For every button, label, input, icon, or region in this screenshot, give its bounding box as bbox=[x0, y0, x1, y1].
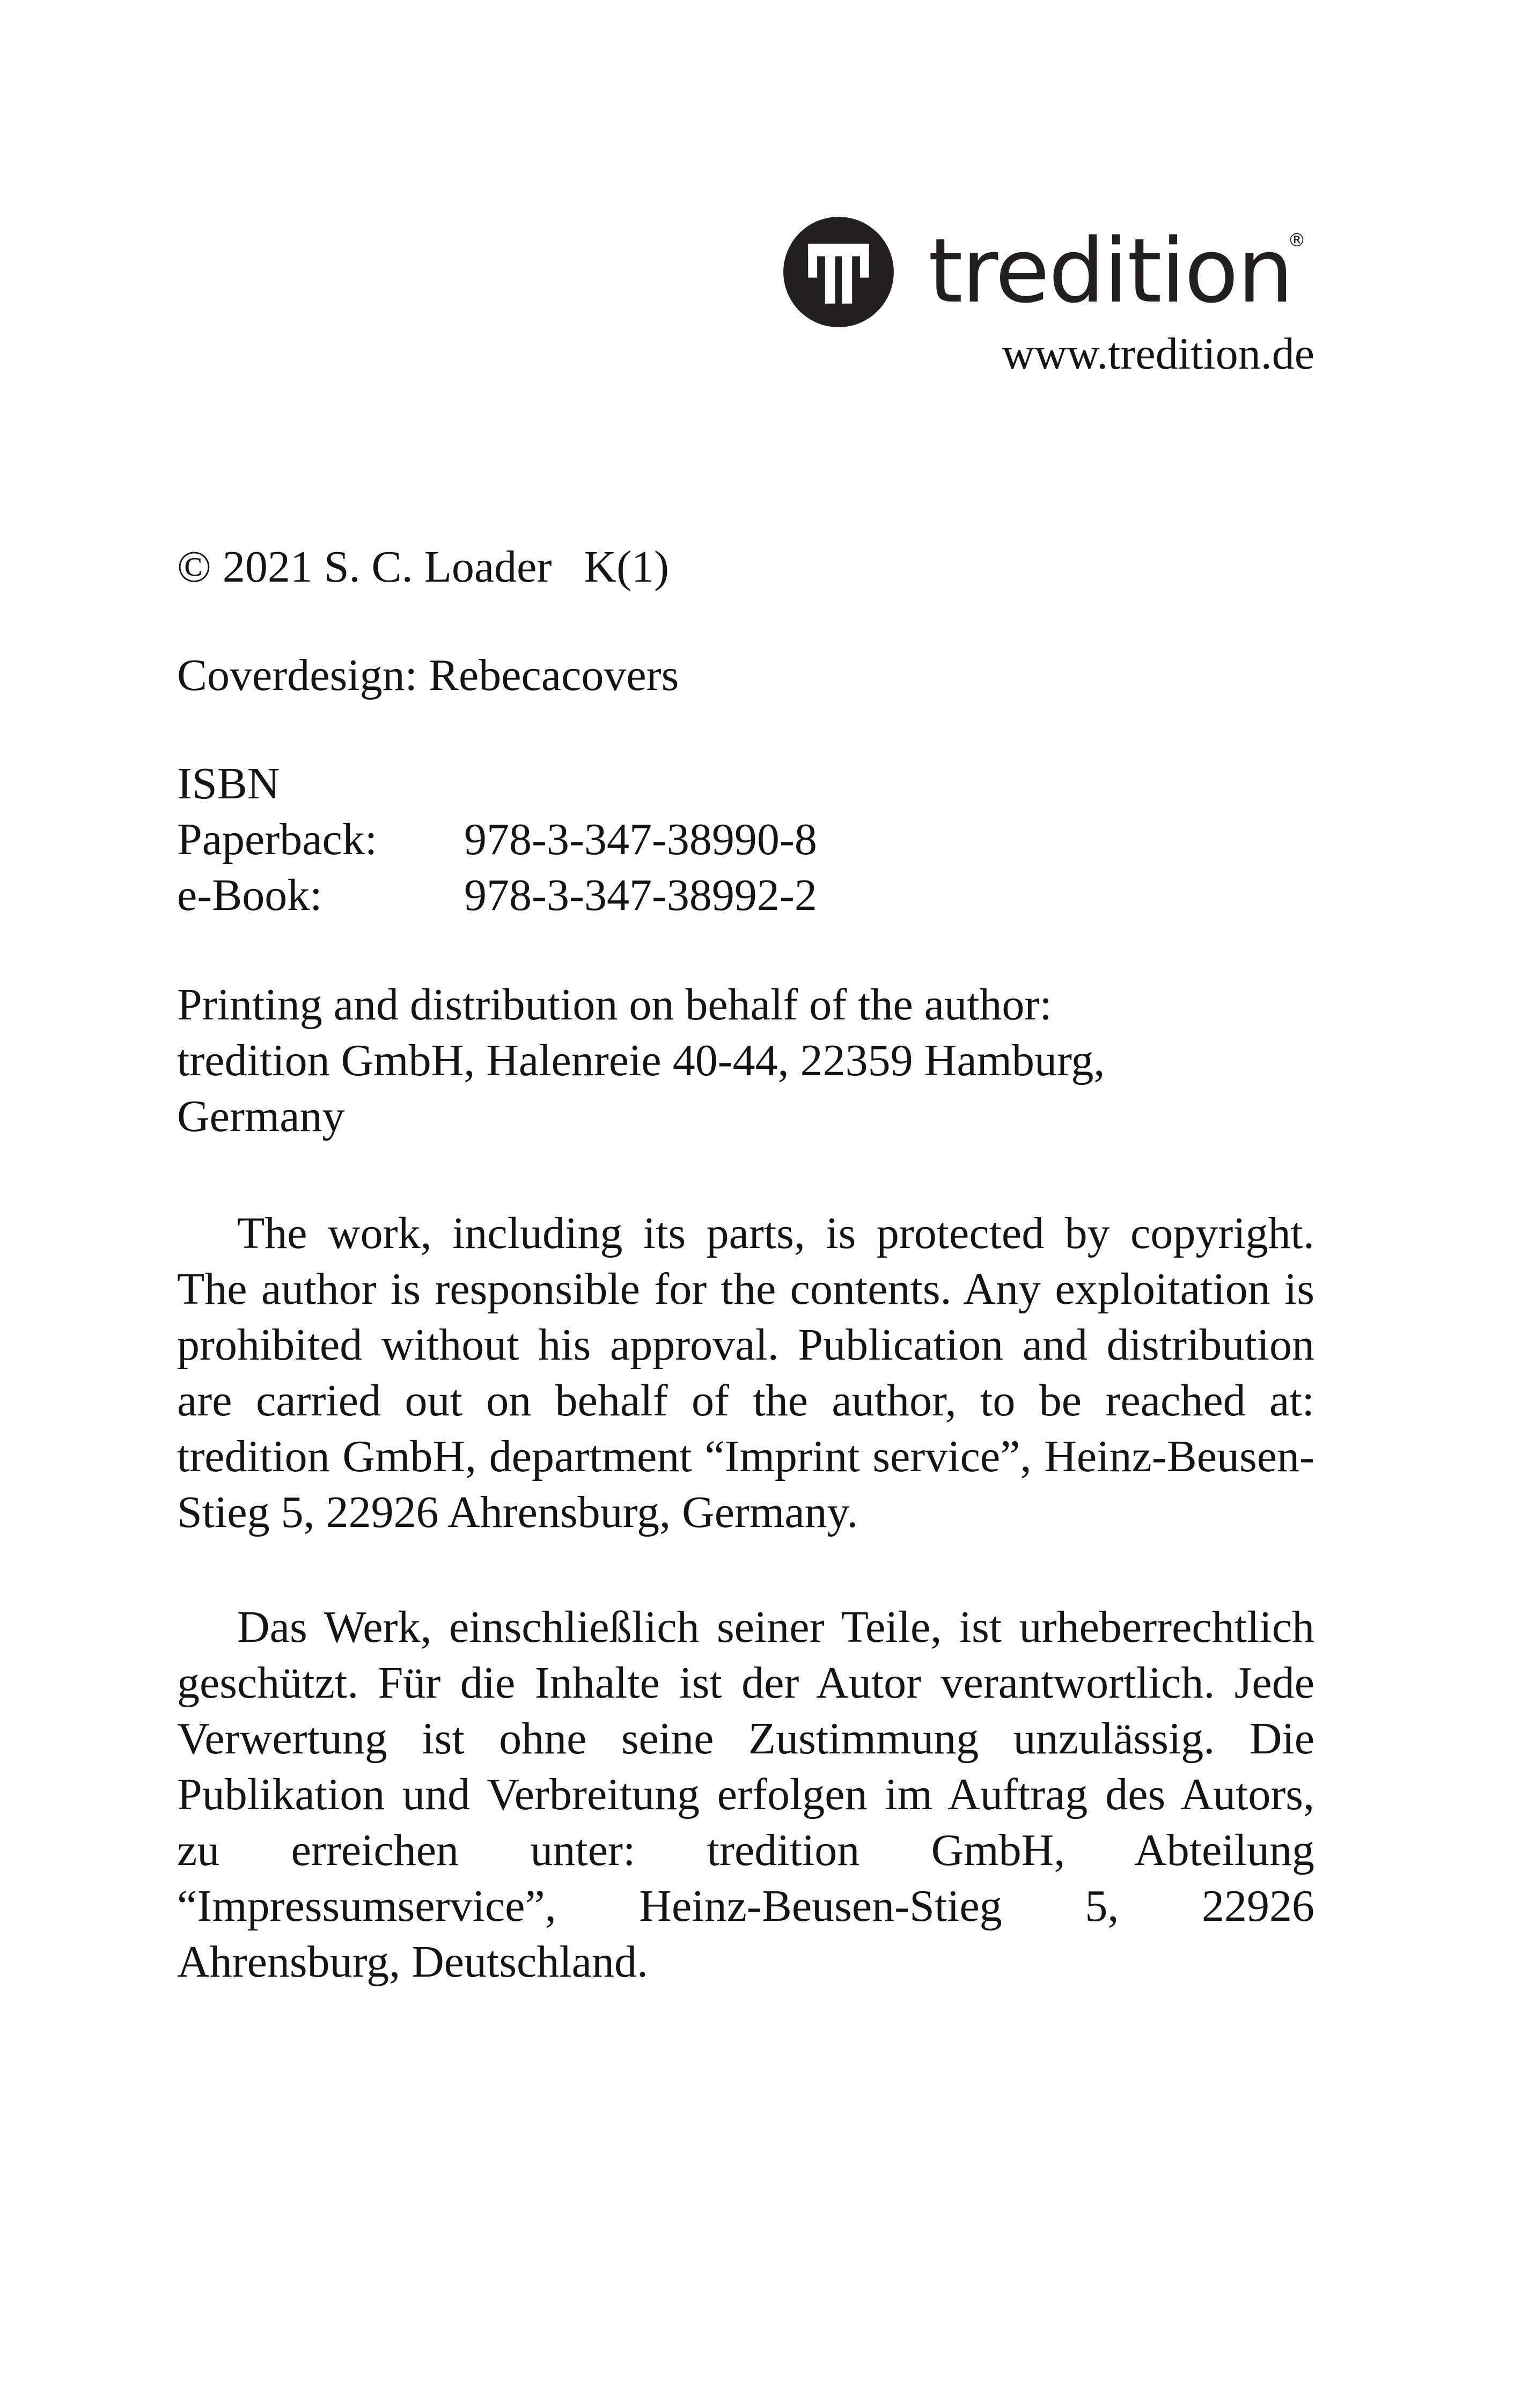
isbn-row-ebook bbox=[177, 868, 1314, 923]
isbn-label: ISBN bbox=[177, 759, 280, 809]
isbn-row-paperback bbox=[177, 812, 1314, 868]
registered-mark: ® bbox=[1288, 230, 1306, 251]
isbn-block bbox=[177, 756, 1314, 923]
copyright-notice: © 2021 S. C. Loader bbox=[177, 542, 552, 592]
printing-line: tredition GmbH, Halenreie 40-44, 22359 Hamburg, bbox=[177, 1036, 1105, 1085]
logo-wordmark: tredition bbox=[928, 219, 1293, 322]
legal-notice-german: Das Werk, einschließlich seiner Teile, ist urheberrechtlich geschützt. Für die Inhalte ist der Autor verantwortlich. Jede Verwertung ist ohne seine Zustimmung unzulässig. Die Publikation und Verbreitung erfolgen im Auftrag des Autors, zu erreichen unter: tredition GmbH, Abteilung “Impressumservice”, Heinz-Beusen-Stieg 5, 22926 Ahrensburg, Deutschland. bbox=[177, 1602, 1314, 1987]
isbn-number: 978-3-347-38992-2 bbox=[464, 870, 817, 920]
isbn-format: Paperback: bbox=[177, 814, 378, 864]
isbn-format: e-Book: bbox=[177, 870, 322, 920]
copyright-code: K(1) bbox=[584, 542, 670, 592]
imprint-text bbox=[177, 539, 1314, 1990]
copyright-line bbox=[177, 539, 1314, 595]
printing-line: Printing and distribution on behalf of the author: bbox=[177, 980, 1052, 1030]
printing-line: Germany bbox=[177, 1091, 345, 1141]
tredition-logo-icon bbox=[782, 216, 895, 328]
isbn-number: 978-3-347-38990-8 bbox=[464, 814, 817, 864]
cover-design-credit: Coverdesign: Rebecacovers bbox=[177, 650, 679, 700]
publisher-logo bbox=[773, 209, 1314, 386]
legal-notice-english: The work, including its parts, is protected by copyright. The author is responsible for the contents. Any exploitation is prohibited without his approval. Publication and distribution are carried out on behalf of the author, to be reached at: tredition GmbH, department “Imprint service”, Heinz-Beusen-Stieg 5, 22926 Ahrensburg, Germany. bbox=[177, 1208, 1314, 1537]
printing-info bbox=[177, 977, 1314, 1144]
publisher-url: www.tredition.de bbox=[1002, 329, 1314, 379]
